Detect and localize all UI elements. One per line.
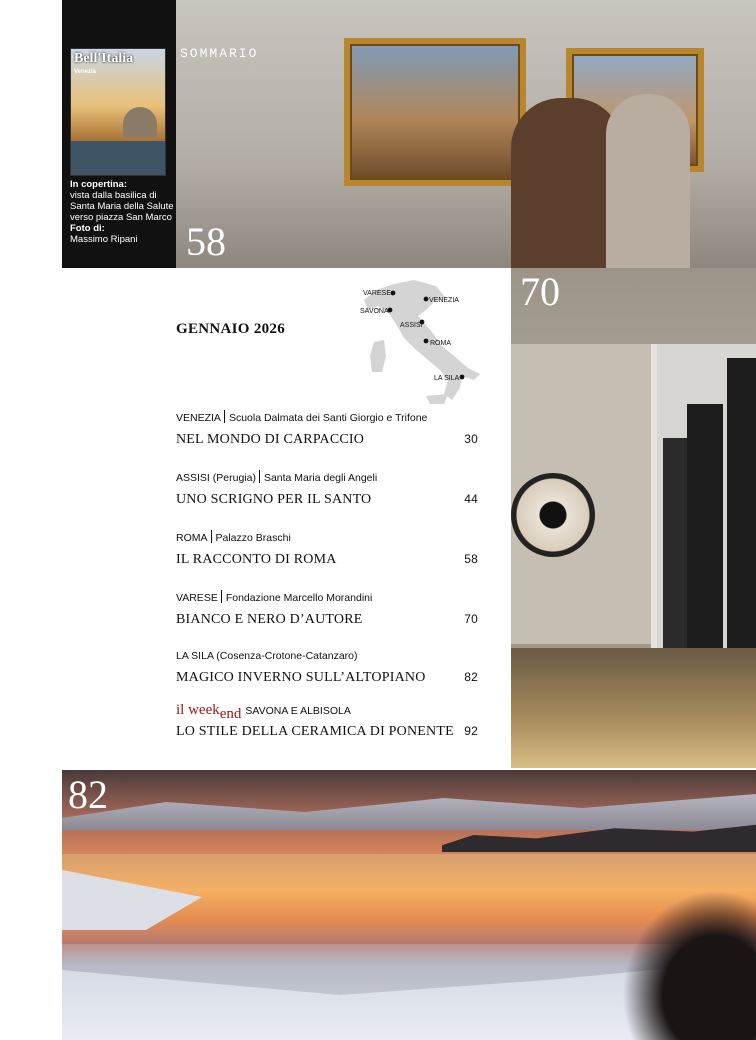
photo-page-number[interactable]: 58	[186, 219, 226, 264]
toc-entry[interactable]	[176, 590, 480, 628]
toc-entry-weekend[interactable]	[176, 704, 480, 740]
map-city-label: VENEZIA	[429, 297, 459, 304]
canal-water	[71, 141, 165, 175]
entry-title[interactable]	[176, 552, 480, 568]
entry-title-text: IL RACCONTO DI ROMA	[176, 552, 337, 567]
cover-masthead: Bell'Italia	[74, 51, 134, 66]
map-city-label: SAVONA	[360, 308, 389, 315]
floor	[511, 648, 756, 768]
caption-text: vista dalla basilica di Santa Maria della Salute verso piazza San Marco	[70, 190, 174, 223]
entry-subject: Santa Maria degli Angeli	[263, 472, 378, 484]
entry-title-text: UNO SCRIGNO PER IL SANTO	[176, 492, 372, 507]
map-city-label: ROMA	[430, 340, 451, 347]
map-dot	[424, 297, 429, 302]
landscape-photo	[62, 770, 756, 1040]
photo-credit-label: Foto di:	[70, 223, 105, 234]
entry-page: 92	[464, 724, 478, 738]
entry-place: VENEZIA	[176, 412, 221, 424]
entry-title[interactable]	[176, 612, 480, 628]
entry-title[interactable]	[176, 432, 480, 448]
bare-tree	[622, 890, 756, 1040]
entry-kicker	[176, 470, 480, 485]
photo-credit: Massimo Ripani	[70, 234, 138, 245]
kicker-divider	[211, 530, 212, 543]
entry-subject: Scuola Dalmata dei Santi Giorgio e Trifone	[228, 412, 428, 424]
snowy-hills	[62, 790, 756, 830]
entry-place: ASSISI (Perugia)	[176, 472, 256, 484]
map-dot	[391, 291, 396, 296]
map-city-label: VARESE	[363, 290, 391, 297]
basilica-dome	[123, 107, 157, 137]
photo-page-number[interactable]: 70	[520, 269, 560, 314]
toc-entry[interactable]	[176, 650, 480, 686]
toc-entry[interactable]	[176, 410, 480, 448]
entry-title[interactable]	[176, 724, 480, 740]
sardinia-shape	[370, 340, 386, 372]
toc-entry[interactable]	[176, 470, 480, 508]
entry-page: 30	[464, 432, 478, 446]
page-margin	[0, 0, 62, 1040]
entry-kicker	[176, 650, 480, 663]
entry-title-text: BIANCO E NERO D’AUTORE	[176, 612, 363, 627]
entry-title-text: MAGICO INVERNO SULL’ALTOPIANO	[176, 670, 426, 685]
entry-title[interactable]	[176, 492, 480, 508]
cover-caption	[70, 179, 175, 245]
weekend-label: il week	[176, 702, 220, 718]
entry-title-text: LO STILE DELLA CERAMICA DI PONENTE	[176, 724, 454, 739]
entry-title-text: NEL MONDO DI CARPACCIO	[176, 432, 365, 447]
sculpture-column	[663, 438, 687, 668]
magazine-cover[interactable]	[70, 48, 166, 176]
kicker-divider	[224, 410, 225, 423]
entry-page: 44	[464, 492, 478, 506]
entry-place: ROMA	[176, 532, 208, 544]
entry-subject: Palazzo Braschi	[215, 532, 291, 544]
toc-entry[interactable]	[176, 530, 480, 568]
map-city-label: LA SILA	[434, 375, 460, 382]
weekend-label-end: end	[219, 706, 242, 722]
weekend-kicker	[176, 702, 480, 722]
kicker-divider	[259, 470, 260, 483]
entry-page: 70	[464, 612, 478, 626]
entry-place: VARESE	[176, 592, 218, 604]
entry-subject: Fondazione Marcello Morandini	[225, 592, 373, 604]
italy-map	[356, 276, 486, 406]
round-artwork	[511, 473, 595, 557]
museum-photo	[176, 0, 756, 268]
kicker-divider	[221, 590, 222, 603]
issue-date: GENNAIO 2026	[176, 321, 286, 337]
entry-page: 82	[464, 670, 478, 684]
entry-place: LA SILA (Cosenza-Crotone-Catanzaro)	[176, 650, 358, 662]
italy-shape	[364, 280, 480, 400]
entry-kicker	[176, 530, 480, 545]
entry-title[interactable]	[176, 670, 480, 686]
cover-title: Venezia	[74, 69, 97, 75]
entry-place: SAVONA E ALBISOLA	[245, 705, 351, 717]
section-label: SOMMARIO	[180, 46, 259, 61]
sicily-shape	[426, 394, 448, 404]
entry-kicker	[176, 410, 480, 425]
interior-photo	[511, 268, 756, 768]
map-dot	[460, 375, 465, 380]
entry-page: 58	[464, 552, 478, 566]
painting-frame	[344, 38, 526, 186]
entry-kicker	[176, 590, 480, 605]
caption-label: In copertina:	[70, 179, 128, 190]
map-dot	[424, 339, 429, 344]
photo-page-number[interactable]: 82	[68, 772, 108, 817]
map-city-label: ASSISI	[400, 322, 423, 329]
visitor-figure	[606, 94, 690, 268]
